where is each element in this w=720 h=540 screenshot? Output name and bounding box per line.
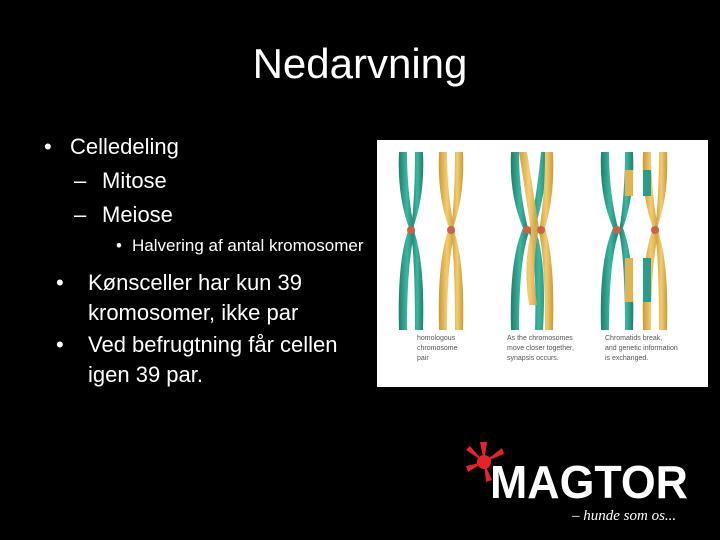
caption-2-line-1: As the chromosomes	[507, 335, 573, 342]
bullet-text: Celledeling	[70, 134, 179, 159]
chromosome-pair-synapsis	[511, 152, 554, 330]
bullet-text: Ved befrugtning får cellen igen 39 par.	[88, 332, 338, 387]
chromosome-pair-homologous	[399, 152, 464, 330]
caption-3-line-3: is exchanged.	[605, 355, 649, 362]
bullet-befrugtning	[44, 330, 374, 390]
bullet-list	[44, 130, 374, 390]
chromosome-illustration	[377, 140, 708, 387]
caption-2-line-3: synapsis occurs.	[507, 355, 559, 362]
bullet-dot: •	[56, 270, 64, 295]
magtor-logo	[462, 440, 698, 530]
bullet-text: Mitose	[102, 168, 167, 193]
bullet-meiose	[44, 198, 374, 232]
bullet-text: Meiose	[102, 202, 173, 227]
slide-title: Nedarvning	[252, 40, 468, 87]
bullet-dot: •	[116, 236, 122, 255]
caption-3-line-1: Chromatids break,	[605, 335, 663, 342]
bullet-dash: –	[74, 202, 87, 227]
caption-1-line-2: chromosome	[417, 345, 458, 352]
bullet-koensceller	[44, 268, 374, 328]
chromosome-pair-crossover	[601, 152, 668, 330]
bullet-dash: –	[74, 168, 87, 193]
bullet-text: Kønsceller har kun 39 kromosomer, ikke par	[88, 270, 302, 325]
caption-2-line-2: move closer together,	[507, 345, 574, 352]
caption-3-line-2: and genetic information	[605, 345, 678, 352]
caption-1-line-1: homologous	[417, 335, 456, 342]
bullet-text: Halvering af antal kromosomer	[132, 236, 364, 255]
logo-brand-text: MAGTOR	[490, 456, 688, 508]
bullet-halvering	[44, 234, 374, 258]
bullet-mitose	[44, 164, 374, 198]
magtor-logo-graphic	[462, 440, 698, 530]
caption-1-line-3: pair	[417, 355, 429, 362]
logo-tagline: – hunde som os...	[572, 508, 677, 524]
bullet-celledeling	[44, 130, 374, 164]
chromosome-crossover-figure	[377, 140, 708, 387]
bullet-dot: •	[44, 134, 52, 159]
bullet-dot: •	[56, 332, 64, 357]
